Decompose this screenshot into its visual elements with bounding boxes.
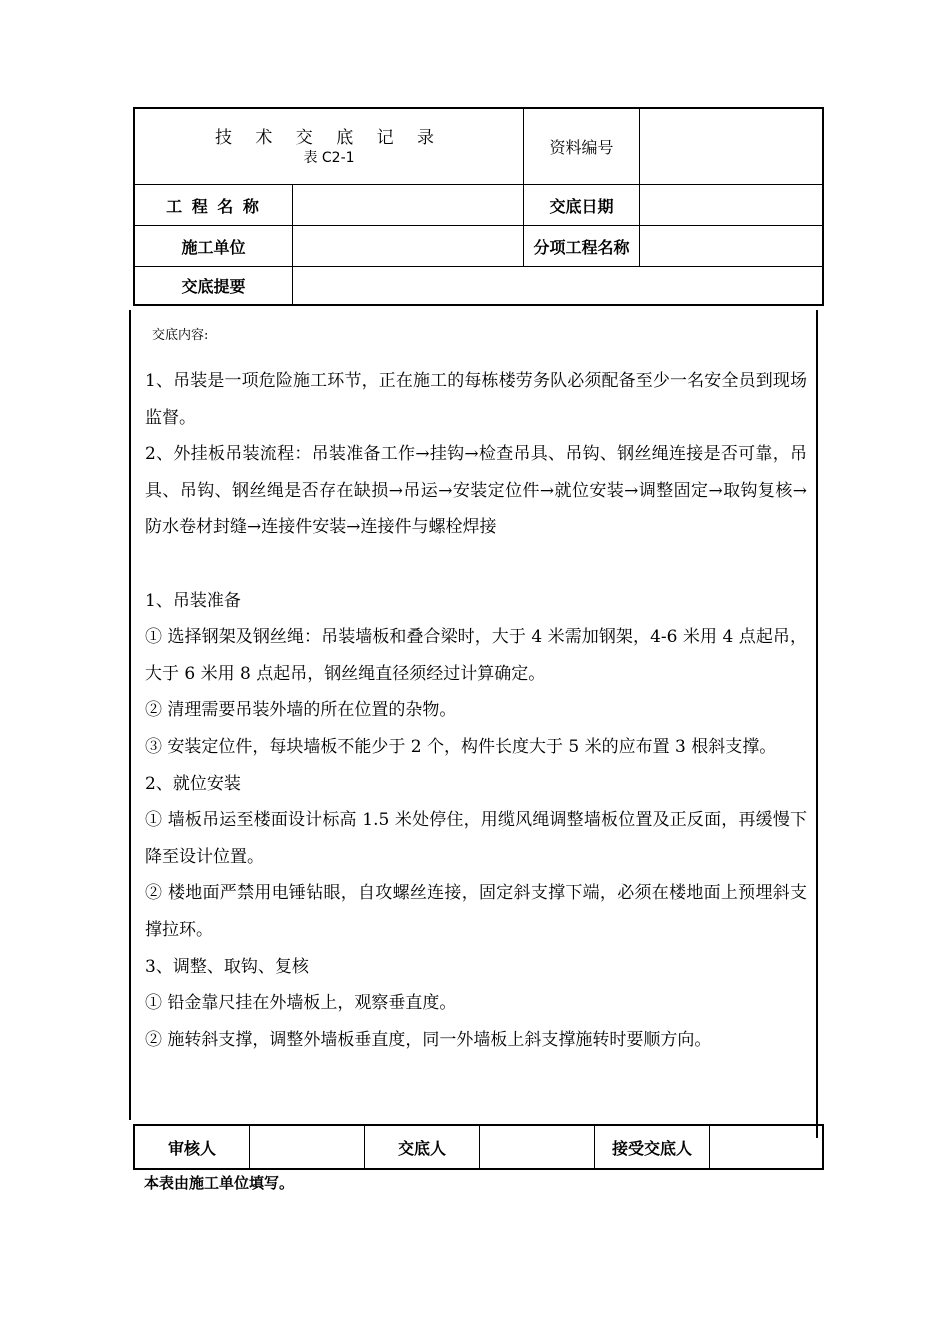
date-label: 交底日期 bbox=[549, 196, 614, 216]
contractor-label: 施工单位 bbox=[181, 237, 246, 257]
content-paragraph: 2、外挂板吊装流程：吊装准备工作→挂钩→检查吊具、吊钩、钢丝绳连接是否可靠，吊具、吊钩、钢丝绳是否存在缺损→吊运→安装定位件→就位安装→调整固定→取钩复核→防水卷材封缝→连接件安装→连接件与螺栓焊接 bbox=[145, 444, 807, 538]
project-name-label: 工 程 名 称 bbox=[166, 196, 261, 216]
summary-label: 交底提要 bbox=[181, 277, 246, 296]
summary-field[interactable] bbox=[293, 267, 822, 304]
header-table bbox=[133, 107, 824, 306]
section-heading: 3、调整、取钩、复核 bbox=[145, 956, 309, 977]
reviewer-label: 审核人 bbox=[167, 1138, 216, 1158]
content-left-border bbox=[129, 310, 131, 1120]
content-paragraph: ② 施转斜支撑，调整外墙板垂直度，同一外墙板上斜支撑施转时要顺方向。 bbox=[145, 1029, 712, 1050]
discloser-label: 交底人 bbox=[397, 1138, 446, 1158]
content-paragraph: 1、吊装是一项危险施工环节，正在施工的每栋楼劳务队必须配备至少一名安全员到现场监督。 bbox=[145, 371, 807, 428]
subproject-label: 分项工程名称 bbox=[533, 237, 630, 257]
signature-table bbox=[133, 1124, 824, 1170]
subproject-field[interactable] bbox=[640, 226, 822, 266]
disclosure-content bbox=[145, 316, 807, 1058]
paragraph-gap bbox=[145, 546, 807, 583]
receiver-label: 接受交底人 bbox=[611, 1138, 692, 1158]
content-paragraph: ① 选择钢架及钢丝绳：吊装墙板和叠合梁时，大于 4 米需加钢架，4-6 米用 4 点起吊，大于 6 米用 8 点起吊，钢丝绳直径须经过计算确定。 bbox=[145, 627, 807, 684]
content-right-border bbox=[816, 310, 818, 1138]
content-paragraph: ② 清理需要吊装外墙的所在位置的杂物。 bbox=[145, 700, 457, 721]
content-paragraph: ② 楼地面严禁用电锤钻眼，自攻螺丝连接，固定斜支撑下端，必须在楼地面上预埋斜支撑拉环。 bbox=[145, 883, 807, 940]
title-block bbox=[135, 109, 523, 184]
doc-no-field[interactable] bbox=[640, 109, 822, 184]
section-heading: 1、吊装准备 bbox=[145, 590, 241, 611]
form-number: 表 C2-1 bbox=[303, 149, 355, 166]
section-heading: 2、就位安装 bbox=[145, 773, 241, 794]
date-field[interactable] bbox=[640, 185, 822, 225]
project-name-field[interactable] bbox=[293, 185, 523, 225]
content-body bbox=[145, 363, 807, 1058]
content-paragraph: ③ 安装定位件，每块墙板不能少于 2 个，构件长度大于 5 米的应布置 3 根斜支撑。 bbox=[145, 736, 777, 757]
content-paragraph: ① 墙板吊运至楼面设计标高 1.5 米处停住，用缆风绳调整墙板位置及正反面，再缓慢下降至设计位置。 bbox=[145, 810, 807, 867]
content-label: 交底内容: bbox=[152, 328, 209, 343]
receiver-field[interactable] bbox=[710, 1126, 822, 1168]
form-note: 本表由施工单位填写。 bbox=[144, 1174, 295, 1192]
discloser-field[interactable] bbox=[480, 1126, 594, 1168]
contractor-field[interactable] bbox=[293, 226, 523, 266]
page-title: 技 术 交 底 记 录 bbox=[214, 127, 444, 148]
content-paragraph: ① 铅金靠尺挂在外墙板上，观察垂直度。 bbox=[145, 993, 457, 1014]
doc-no-label: 资料编号 bbox=[549, 138, 614, 157]
reviewer-field[interactable] bbox=[250, 1126, 364, 1168]
